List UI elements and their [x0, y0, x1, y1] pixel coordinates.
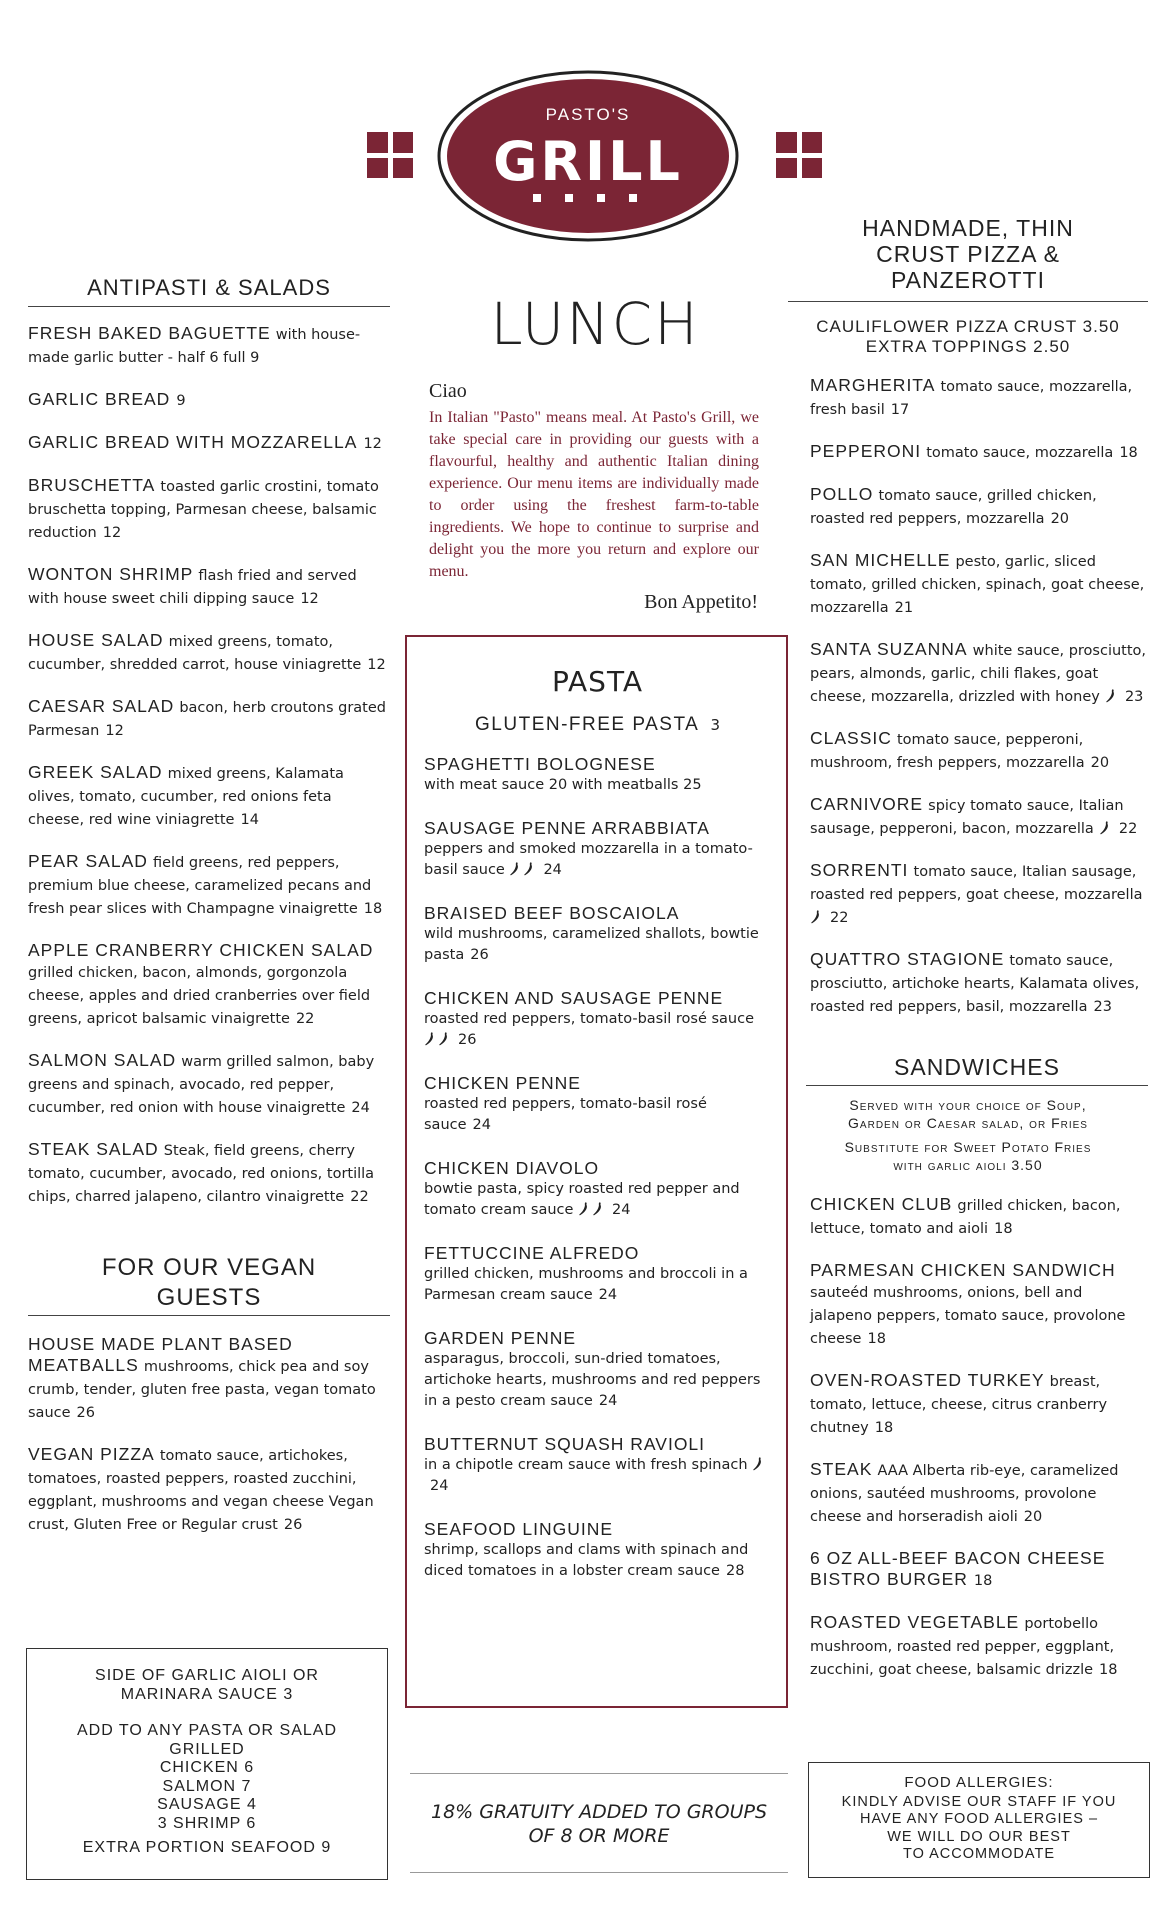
item-name: WONTON SHRIMP	[28, 564, 194, 584]
item-name: STEAK	[810, 1459, 873, 1479]
menu-item	[28, 696, 390, 742]
item-price: 24	[543, 862, 562, 878]
item-name: GARDEN PENNE	[424, 1328, 577, 1348]
item-description: with meat sauce 20 with meatballs 25	[424, 777, 702, 793]
item-price: 18	[867, 1331, 886, 1347]
item-price: 26	[283, 1517, 303, 1533]
item-price: 26	[470, 947, 489, 963]
vegan-list	[28, 1334, 390, 1536]
gluten-free-label: GLUTEN-FREE PASTA	[475, 714, 700, 735]
sandwich-list	[788, 1194, 1148, 1681]
right-column	[788, 215, 1148, 1701]
item-description: bacon, herb croutons grated Parmesan	[28, 700, 386, 739]
item-price: 20	[1023, 1509, 1043, 1525]
item-name: CLASSIC	[810, 728, 892, 748]
allergy-line-1: KINDLY ADVISE OUR STAFF IF YOU	[841, 1793, 1117, 1810]
menu-item	[810, 1459, 1148, 1528]
intro-greeting: Ciao	[429, 380, 467, 402]
item-name: QUATTRO STAGIONE	[810, 949, 1005, 969]
item-name: ROASTED VEGETABLE	[810, 1612, 1020, 1632]
sandwich-notes	[788, 1096, 1148, 1174]
item-price: 9	[176, 393, 186, 409]
item-description: mixed greens, tomato, cucumber, shredded carrot, house viniagrette	[28, 634, 362, 673]
chili-pepper-icon	[1099, 820, 1111, 835]
item-price: 24	[612, 1202, 631, 1218]
item-price: 24	[598, 1393, 618, 1409]
pizza-heading-line3: PANZEROTTI	[891, 267, 1045, 293]
menu-item	[810, 860, 1148, 929]
menu-item	[810, 441, 1148, 464]
item-price: 12	[105, 723, 124, 739]
gluten-free-line	[424, 714, 771, 736]
menu-item	[28, 1050, 390, 1119]
item-price: 24	[351, 1100, 370, 1116]
item-name: MARGHERITA	[810, 375, 936, 395]
menu-item	[28, 1334, 390, 1424]
antipasti-list	[28, 323, 390, 1208]
item-description: roasted red peppers, tomato-basil rosé sauce 26	[424, 1011, 754, 1048]
item-name: SORRENTI	[810, 860, 909, 880]
item-name: SAN MICHELLE	[810, 550, 951, 570]
menu-item	[424, 1243, 771, 1306]
menu-item	[28, 1139, 390, 1208]
item-name: CAESAR SALAD	[28, 696, 175, 716]
item-price: 18	[973, 1573, 993, 1589]
menu-item	[424, 988, 771, 1051]
pasta-list	[424, 754, 771, 1582]
item-description: tomato sauce, Italian sausage, roasted red peppers, goat cheese, mozzarella	[810, 864, 1143, 903]
side-line-6: SALMON 7	[162, 1777, 252, 1795]
vegan-heading	[28, 1253, 390, 1316]
menu-item	[28, 940, 390, 1030]
side-line-9: EXTRA PORTION SEAFOOD 9	[82, 1839, 332, 1856]
item-price: 22	[350, 1189, 369, 1205]
item-name: SPAGHETTI BOLOGNESE	[424, 754, 656, 774]
chili-pepper-icon	[578, 1201, 590, 1216]
menu-item	[810, 639, 1148, 708]
menu-item	[424, 754, 771, 796]
item-description: AAA Alberta rib-eye, caramelized onions, sautéed mushrooms, provolone cheese and horseradish aioli	[810, 1463, 1119, 1525]
item-price: 12	[367, 657, 386, 673]
menu-item	[28, 564, 390, 610]
item-description: grilled chicken, bacon, lettuce, tomato and aioli	[810, 1198, 1121, 1237]
menu-item	[28, 389, 390, 412]
item-name: SAUSAGE PENNE ARRABBIATA	[424, 818, 710, 838]
item-price: 18	[994, 1221, 1013, 1237]
item-description: grilled chicken, bacon, almonds, gorgonzola cheese, apples and dried cranberries over field greens, apricot balsamic vinaigrette	[28, 965, 371, 1027]
menu-item	[424, 1328, 771, 1412]
item-name: CHICKEN DIAVOLO	[424, 1158, 600, 1178]
menu-item	[424, 1158, 771, 1221]
allergy-line-4: TO ACCOMMODATE	[902, 1846, 1056, 1862]
side-line-1: SIDE OF GARLIC AIOLI OR	[95, 1667, 319, 1684]
gratuity-line-2: OF 8 OR MORE	[528, 1825, 670, 1847]
menu-item	[424, 818, 771, 881]
item-price: 17	[890, 402, 910, 418]
item-price: 26	[458, 1032, 477, 1048]
item-price: 22	[830, 910, 849, 926]
menu-item	[810, 1194, 1148, 1240]
pastos-grill-logo	[437, 70, 739, 242]
item-name: BRUSCHETTA	[28, 475, 156, 495]
intro-signoff: Bon Appetito!	[644, 591, 758, 613]
item-name: CARNIVORE	[810, 794, 924, 814]
menu-item	[28, 851, 390, 920]
item-description: grilled chicken, mushrooms and broccoli in a Parmesan cream sauce 24	[424, 1266, 748, 1303]
item-description: Steak, field greens, cherry tomato, cucumber, avocado, red onions, tortilla chips, charred jalapeno, cilantro vinaigrette	[28, 1143, 375, 1205]
menu-item	[28, 630, 390, 676]
item-description: asparagus, broccoli, sun-dried tomatoes, artichoke hearts, mushrooms and red peppers in a pesto cream sauce 24	[424, 1351, 761, 1409]
item-name: POLLO	[810, 484, 874, 504]
pasta-box	[405, 635, 788, 1708]
menu-item	[810, 1370, 1148, 1439]
item-price: 26	[76, 1405, 95, 1421]
food-allergies-box	[808, 1762, 1150, 1878]
menu-item	[424, 1073, 771, 1136]
item-name: CHICKEN PENNE	[424, 1073, 581, 1093]
item-name: VEGAN PIZZA	[28, 1444, 155, 1464]
side-line-8: 3 SHRIMP 6	[157, 1814, 257, 1832]
side-line-7: SAUSAGE 4	[157, 1796, 257, 1813]
item-price: 20	[1090, 755, 1110, 771]
item-price: 24	[430, 1478, 449, 1494]
decorative-square-right	[776, 132, 822, 178]
menu-item	[424, 1434, 771, 1497]
item-description: warm grilled salmon, baby greens and spinach, avocado, red pepper, cucumber, red onion with house vinaigrette	[28, 1054, 375, 1116]
pizza-list	[788, 375, 1148, 1018]
item-name: STEAK SALAD	[28, 1139, 159, 1159]
left-column	[28, 275, 390, 1556]
item-price: 18	[1119, 445, 1138, 461]
side-line-4: GRILLED	[169, 1740, 245, 1758]
item-price: 23	[1093, 999, 1112, 1015]
item-price: 22	[1118, 821, 1138, 837]
sandwich-note-1: Served with your choice of Soup, Garden or Caesar salad, or Fries	[848, 1097, 1088, 1131]
item-description: tomato sauce, mozzarella	[926, 445, 1114, 461]
middle-column	[402, 290, 788, 614]
item-description: with house-made garlic butter - half 6 full 9	[28, 327, 361, 366]
item-name: OVEN-ROASTED TURKEY	[810, 1370, 1045, 1390]
menu-item	[28, 475, 390, 544]
menu-item	[28, 1444, 390, 1536]
item-name: SANTA SUZANNA	[810, 639, 968, 659]
logo-main-text: GRILL	[493, 130, 683, 193]
item-price: 21	[894, 600, 914, 616]
item-description: in a chipotle cream sauce with fresh spinach 24	[424, 1455, 771, 1497]
chili-pepper-icon	[438, 1031, 450, 1046]
item-price: 20	[1050, 511, 1070, 527]
item-name: APPLE CRANBERRY CHICKEN SALAD	[28, 940, 374, 960]
item-name: FETTUCCINE ALFREDO	[424, 1243, 640, 1263]
sandwich-note-2	[788, 1138, 1148, 1174]
item-description: mixed greens, Kalamata olives, tomato, cucumber, red onions feta cheese, red wine viniagrette	[28, 766, 344, 828]
item-name: SEAFOOD LINGUINE	[424, 1519, 614, 1539]
pizza-heading-line1: HANDMADE, THIN	[862, 215, 1074, 241]
sandwich-note-2-text: Substitute for Sweet Potato Fries with garlic aioli	[844, 1139, 1092, 1173]
item-description: tomato sauce, grilled chicken, roasted red peppers, mozzarella	[810, 488, 1097, 527]
sandwich-note-2-price: 3.50	[1011, 1157, 1043, 1173]
item-description: pesto, garlic, sliced tomato, grilled chicken, spinach, goat cheese, mozzarella	[810, 554, 1145, 616]
item-price: 22	[295, 1011, 315, 1027]
chili-pepper-icon	[523, 861, 535, 876]
item-description: wild mushrooms, caramelized shallots, bowtie pasta 26	[424, 926, 759, 963]
item-description: white sauce, prosciutto, pears, almonds, garlic, chili flakes, goat cheese, mozzarella, drizzled with honey	[810, 643, 1147, 705]
pizza-notes	[788, 317, 1148, 357]
item-description: bowtie pasta, spicy roasted red pepper and tomato cream sauce 24	[424, 1181, 740, 1218]
item-price: 18	[363, 901, 383, 917]
pizza-heading	[788, 215, 1148, 302]
side-addons-box	[26, 1648, 388, 1880]
logo-top-text: PASTO'S	[545, 105, 631, 124]
item-description: flash fried and served with house sweet chili dipping sauce	[28, 568, 357, 607]
item-description: roasted red peppers, tomato-basil rosé sauce 24	[424, 1096, 707, 1133]
gluten-free-price: 3	[710, 716, 720, 734]
gratuity-line-1: 18% GRATUITY ADDED TO GROUPS	[430, 1801, 768, 1823]
item-price: 28	[725, 1563, 745, 1579]
item-price: 24	[472, 1117, 491, 1133]
item-price: 12	[363, 436, 382, 452]
chili-pepper-icon	[752, 1456, 764, 1471]
pizza-heading-line2: CRUST PIZZA &	[876, 241, 1060, 267]
item-name: CHICKEN AND SAUSAGE PENNE	[424, 988, 724, 1008]
item-name: BUTTERNUT SQUASH RAVIOLI	[424, 1434, 706, 1454]
menu-item	[810, 484, 1148, 530]
menu-item	[810, 375, 1148, 421]
menu-item	[424, 1519, 771, 1582]
side-line-5: CHICKEN 6	[159, 1759, 255, 1776]
item-description: sauteéd mushrooms, onions, bell and jalapeno peppers, tomato sauce, provolone cheese	[810, 1285, 1126, 1347]
menu-item	[28, 323, 390, 369]
item-price: 12	[102, 525, 122, 541]
intro-text: In Italian "Pasto" means meal. At Pasto's Grill, we take special care in providing our guests with a flavourful, healthy and authentic Italian dining experience. Our menu items are individually made to order using the freshest farm-to-table ingredients. We hope to continue to surprise and delight you the more you return and explore our menu.	[429, 409, 759, 580]
chili-pepper-icon	[810, 909, 822, 924]
cauliflower-crust-note: CAULIFLOWER PIZZA CRUST 3.50	[816, 317, 1120, 336]
vegan-heading-line1: FOR OUR VEGAN	[101, 1254, 317, 1281]
chili-pepper-icon	[509, 861, 521, 876]
item-description: tomato sauce, pepperoni, mushroom, fresh peppers, mozzarella	[810, 732, 1085, 771]
item-price: 18	[1099, 1662, 1118, 1678]
item-price: 14	[240, 812, 259, 828]
menu-item	[810, 1548, 1148, 1592]
item-name: PARMESAN CHICKEN SANDWICH	[810, 1260, 1116, 1280]
item-name: SALMON SALAD	[28, 1050, 177, 1070]
item-name: GARLIC BREAD WITH MOZZARELLA	[28, 432, 358, 452]
menu-item	[810, 794, 1148, 840]
item-price: 12	[300, 591, 319, 607]
item-description: field greens, red peppers, premium blue cheese, caramelized pecans and fresh pear slices with Champagne vinaigrette	[28, 855, 372, 917]
item-description: mushrooms, chick pea and soy crumb, tender, gluten free pasta, vegan tomato sauce	[28, 1359, 376, 1421]
chili-pepper-icon	[1105, 688, 1117, 703]
item-name: GREEK SALAD	[28, 762, 163, 782]
menu-item	[810, 1260, 1148, 1350]
menu-item	[424, 903, 771, 966]
allergy-line-2: HAVE ANY FOOD ALLERGIES –	[859, 1811, 1099, 1827]
page-title: LUNCH	[490, 290, 700, 358]
extra-toppings-note: EXTRA TOPPINGS 2.50	[865, 337, 1071, 356]
item-description: spicy tomato sauce, Italian sausage, pepperoni, bacon, mozzarella	[810, 798, 1124, 837]
decorative-square-left	[367, 132, 413, 178]
item-description: shrimp, scallops and clams with spinach and diced tomatoes in a lobster cream sauce 28	[424, 1542, 749, 1579]
item-description: peppers and smoked mozzarella in a tomato-basil sauce 24	[424, 841, 753, 878]
chili-pepper-icon	[424, 1031, 436, 1046]
item-name: GARLIC BREAD	[28, 389, 171, 409]
item-description: tomato sauce, artichokes, tomatoes, roasted peppers, roasted zucchini, eggplant, mushrooms and vegan cheese Vegan crust, Gluten Free or Regular crust	[28, 1448, 374, 1533]
item-price: 24	[598, 1287, 618, 1303]
item-description: tomato sauce, prosciutto, artichoke hearts, Kalamata olives, roasted red peppers, basil, mozzarella	[810, 953, 1140, 1015]
pasta-heading: PASTA	[551, 665, 644, 698]
side-line-2: MARINARA SAUCE 3	[120, 1685, 294, 1703]
item-price: 18	[874, 1420, 894, 1436]
allergy-title: FOOD ALLERGIES:	[904, 1774, 1054, 1791]
item-price: 23	[1124, 689, 1144, 705]
item-description: tomato sauce, mozzarella, fresh basil	[810, 379, 1133, 418]
item-name: PEPPERONI	[810, 441, 922, 461]
item-name: BRAISED BEEF BOSCAIOLA	[424, 903, 680, 923]
item-name: CHICKEN CLUB	[810, 1194, 953, 1214]
item-description: portobello mushroom, roasted red pepper, eggplant, zucchini, goat cheese, balsamic drizzle	[810, 1616, 1115, 1678]
chili-pepper-icon	[592, 1201, 604, 1216]
side-line-3: ADD TO ANY PASTA OR SALAD	[76, 1722, 338, 1739]
sandwiches-heading: SANDWICHES	[806, 1054, 1148, 1086]
item-name: HOUSE MADE PLANT BASED MEATBALLS	[28, 1334, 293, 1375]
item-name: PEAR SALAD	[28, 851, 148, 871]
item-name: HOUSE SALAD	[28, 630, 164, 650]
menu-item	[810, 1612, 1148, 1681]
menu-item	[810, 949, 1148, 1018]
menu-item	[810, 728, 1148, 774]
antipasti-heading: ANTIPASTI & SALADS	[28, 275, 390, 307]
menu-item	[28, 432, 390, 455]
menu-item	[810, 550, 1148, 619]
item-description: breast, tomato, lettuce, cheese, citrus cranberry chutney	[810, 1374, 1108, 1436]
allergy-line-3: WE WILL DO OUR BEST	[887, 1828, 1071, 1845]
item-name: 6 OZ ALL-BEEF BACON CHEESE BISTRO BURGER	[810, 1548, 1106, 1589]
gratuity-box	[410, 1773, 788, 1873]
item-description: toasted garlic crostini, tomato bruschetta topping, Parmesan cheese, balsamic reduction	[28, 479, 379, 541]
vegan-heading-line2: GUESTS	[156, 1284, 262, 1311]
menu-item	[28, 762, 390, 831]
item-name: FRESH BAKED BAGUETTE	[28, 323, 271, 343]
